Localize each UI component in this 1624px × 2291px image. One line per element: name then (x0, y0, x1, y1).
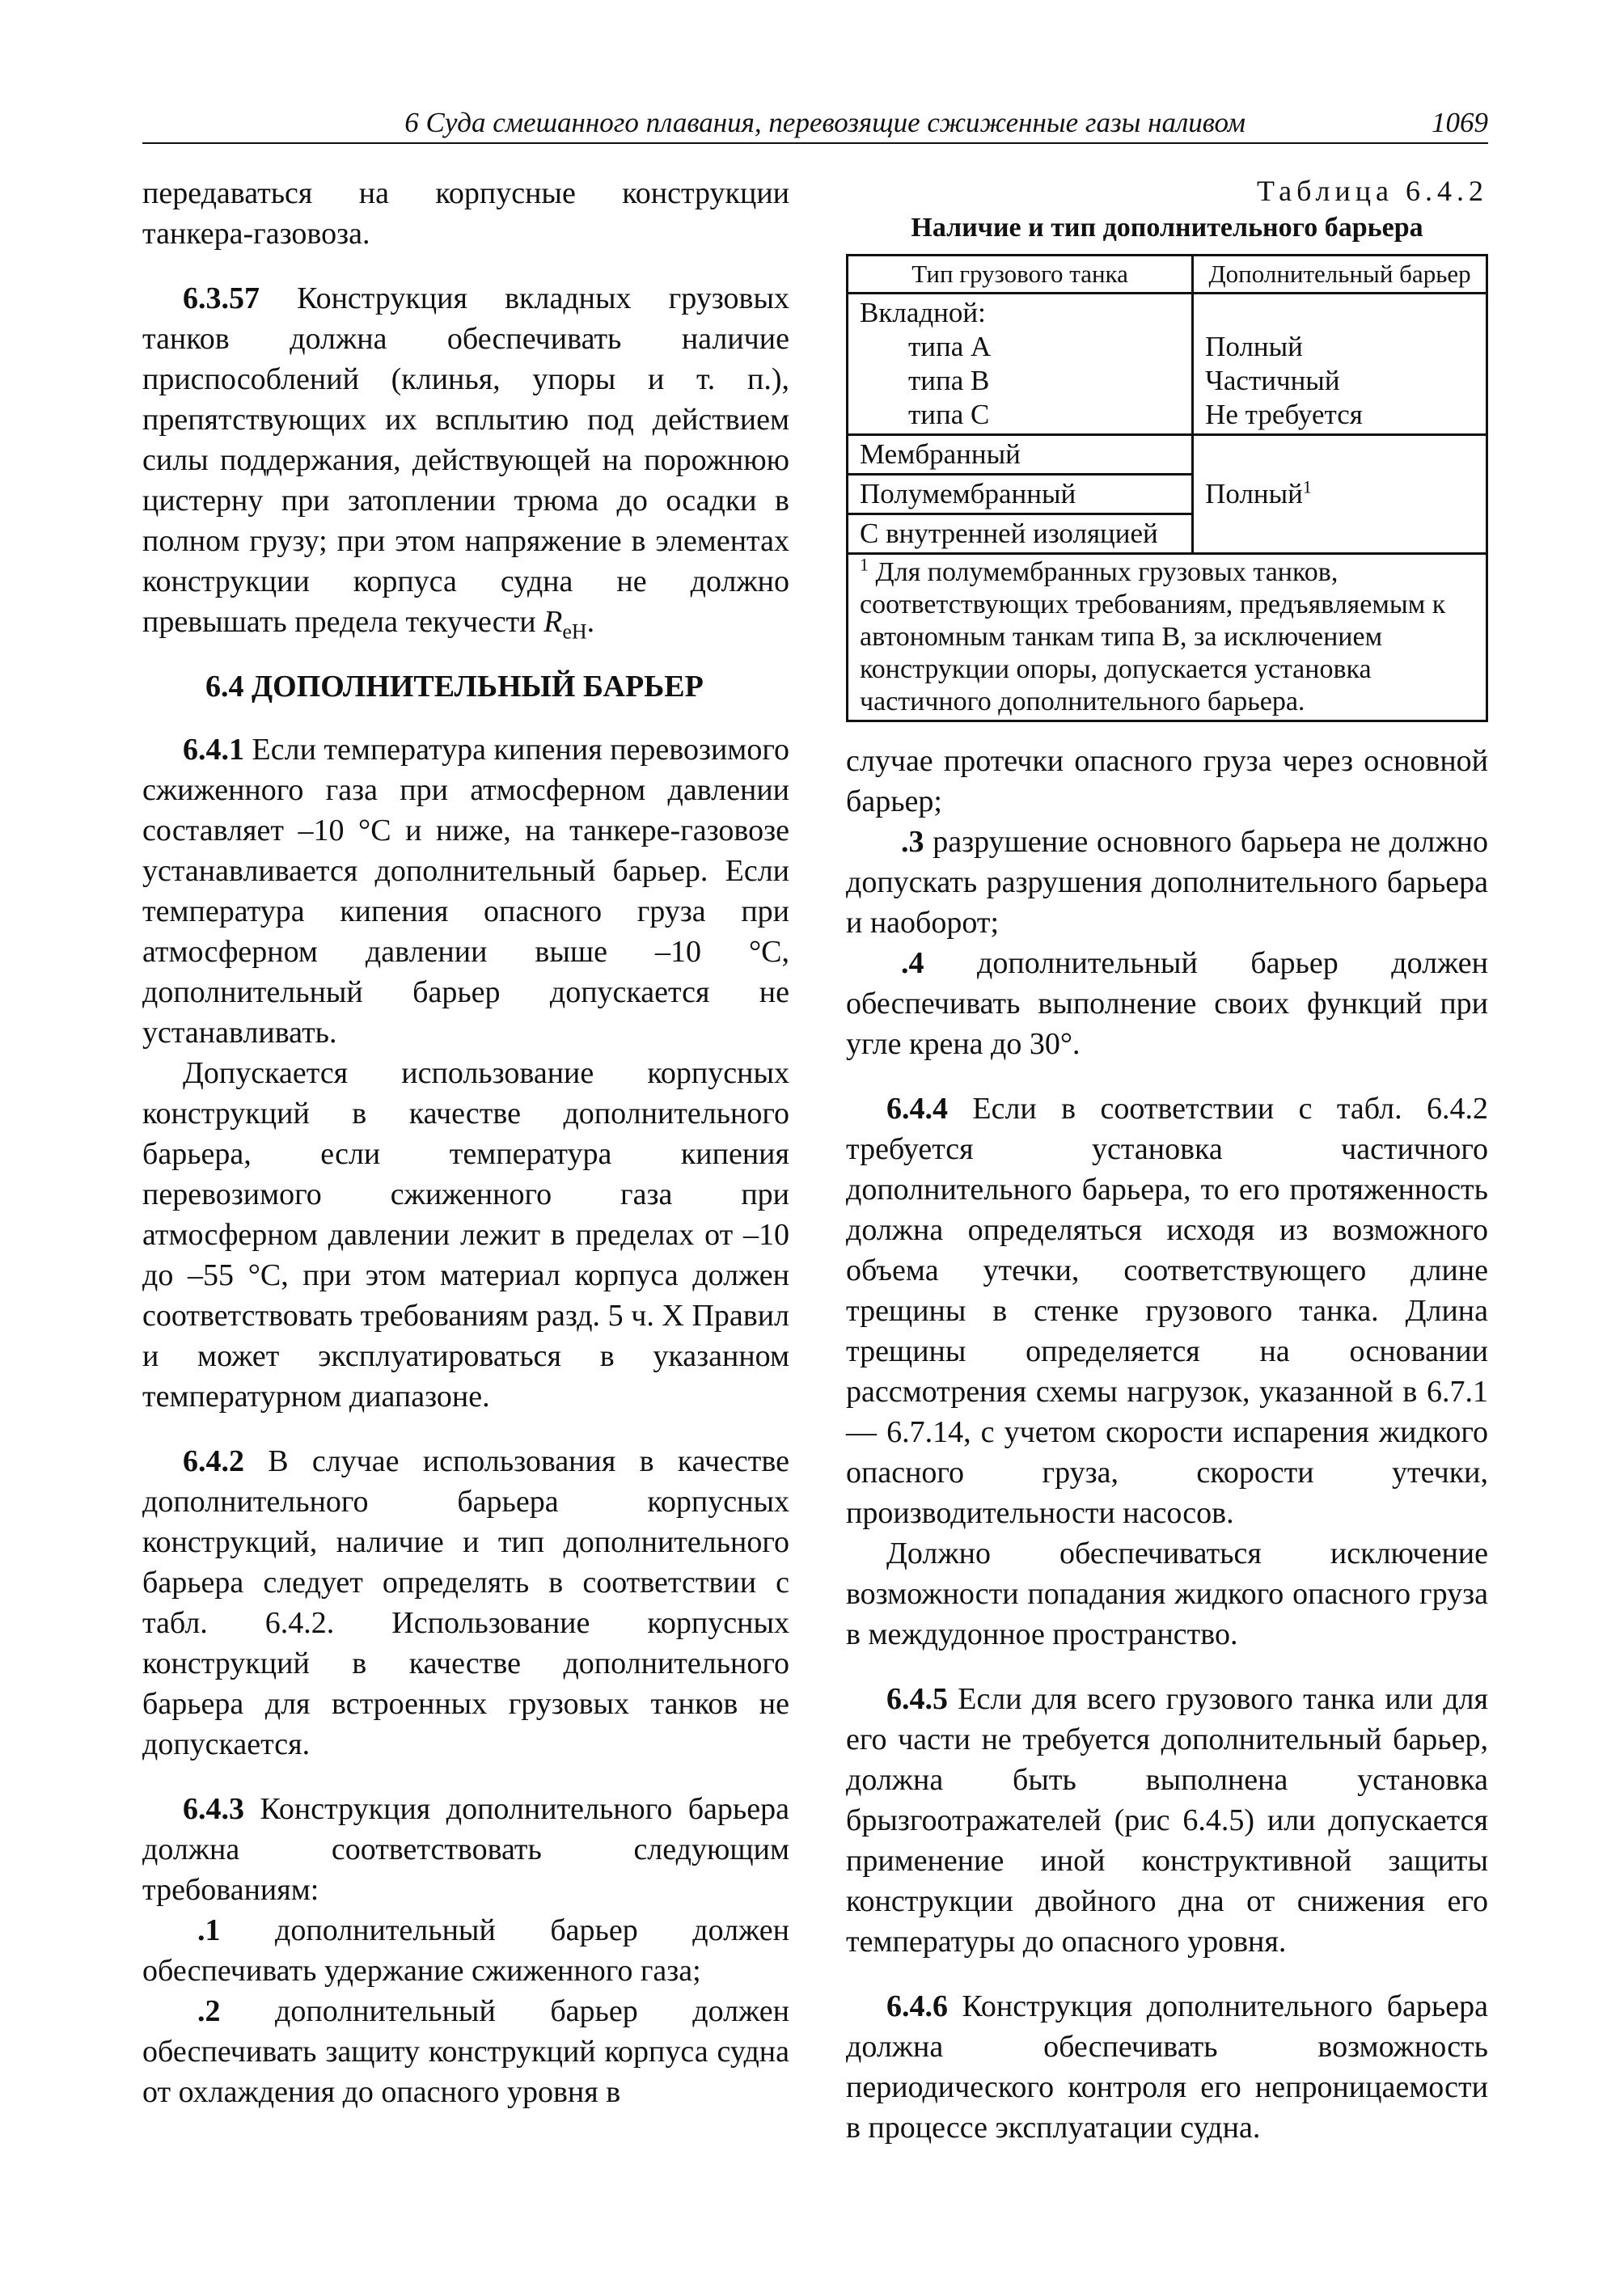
footnote-mark: 1 (1302, 476, 1312, 497)
paragraph-text: В случае использования в качестве дополнительного барьера корпусных конструкций, наличие и тип дополнительного барьера следует определять в соответствии с табл. 6.4.2. Использование корпусных конструкций в качестве дополнительного барьера для встроенных грузовых танков не допускается. (142, 1444, 789, 1761)
paragraph-double-bottom (846, 1533, 1488, 1655)
list-item-3 (846, 822, 1488, 943)
cell-text: типа C (908, 399, 990, 430)
page-number: 1069 (1432, 107, 1488, 138)
table-6-4-2 (846, 173, 1488, 722)
cell-text: Частичный (1205, 365, 1340, 396)
list-item-1 (142, 1910, 789, 1991)
table-row (848, 294, 1487, 435)
item-text: дополнительный барьер должен обеспечивать защиту конструкций корпуса судна от охлаждения до опасного уровня в (142, 1994, 789, 2109)
table-footnote (848, 554, 1487, 721)
table-row (848, 435, 1487, 475)
clause-number: 6.4.6 (886, 1989, 948, 2023)
cell-text: Полный (1205, 478, 1303, 509)
symbol-r: R (543, 605, 563, 639)
cell-internal-insulation: С внутренней изоляцией (848, 514, 1193, 554)
paragraph-text: Конструкция дополнительного барьера должна соответствовать следующим требованиям: (142, 1792, 789, 1907)
item-text: дополнительный барьер должен обеспечивать выполнение своих функций при угле крена до 30°. (846, 946, 1488, 1061)
paragraph-continuation (142, 173, 789, 254)
clause-number: 6.3.57 (183, 281, 260, 315)
column-header-barrier: Дополнительный барьер (1193, 256, 1487, 294)
table-note-row (848, 554, 1487, 721)
cell-text: Вкладной: (860, 297, 986, 328)
paragraph-text: Если температура кипения перевозимого сжиженного газа при атмосферном давлении составляет –10 °C и ниже, на танкере-газовозе устанавливается дополнительный барьер. Если температура кипения опасного груза при атмосферном давлении выше –10 °C, дополнительный барьер допускается не устанавливать. (142, 733, 789, 1050)
item-number: .4 (901, 946, 924, 980)
paragraph-6-4-4 (846, 1088, 1488, 1533)
footnote-text: Для полумембранных грузовых танков, соответствующих требованиям, предъявляемым к автономным танкам типа B, за исключением конструкции опоры, допускается установка частичного дополнительного барьера. (860, 557, 1446, 716)
paragraph-text: Конструкция дополнительного барьера должна обеспечивать возможность периодического контроля его непроницаемости в процессе эксплуатации судна. (846, 1989, 1488, 2145)
paragraph-text: передаваться на корпусные конструкции танкера-газовоза. (142, 176, 789, 251)
footnote-mark: 1 (860, 554, 869, 575)
cell-barrier-values (1193, 294, 1487, 435)
clause-number: 6.4.4 (886, 1092, 948, 1126)
paragraph-hull-structures (142, 1053, 789, 1417)
cell-text: типа A (908, 331, 992, 362)
cell-independent (848, 294, 1193, 435)
column-header-tank-type: Тип грузового танка (848, 256, 1193, 294)
cell-full-barrier (1193, 435, 1487, 554)
item-text: разрушение основного барьера не должно допускать разрушения дополнительного барьера и наоборот; (846, 825, 1488, 940)
barrier-table (846, 254, 1488, 722)
paragraph-6-3-57 (142, 278, 789, 642)
paragraph-continuation (846, 741, 1488, 822)
paragraph-text: случае протечки опасного груза через основной барьер; (846, 744, 1488, 818)
running-header (142, 104, 1488, 144)
item-number: .3 (901, 825, 924, 859)
paragraph-text: Допускается использование корпусных конструкций в качестве дополнительного барьера, если температура кипения перевозимого сжиженного газа при атмосферном давлении лежит в пределах от –10 до –55 °C, при этом материал корпуса должен соответствовать требованиям разд. 5 ч. X Правил и может эксплуатироваться в указанном температурном диапазоне. (142, 1056, 789, 1414)
symbol-subscript: eH (562, 619, 587, 644)
paragraph-text: Если для всего грузового танка или для его части не требуется дополнительный барьер, должна быть выполнена установка брызгоотражателей (рис 6.4.5) или допускается применение иной конструктивной защиты конструкции двойного дна от снижения его температуры до опасного уровня. (846, 1682, 1488, 1959)
clause-number: 6.4.2 (183, 1444, 244, 1478)
paragraph-6-4-3 (142, 1789, 789, 1910)
header-title: 6 Суда смешанного плавания, перевозящие сжиженные газы наливом (404, 107, 1245, 138)
cell-membrane: Мембранный (848, 435, 1193, 475)
list-item-2 (142, 1991, 789, 2112)
left-column (142, 173, 789, 2112)
table-title: Наличие и тип дополнительного барьера (911, 213, 1423, 243)
paragraph-6-4-2 (142, 1441, 789, 1765)
paragraph-text: Конструкция вкладных грузовых танков должна обеспечивать наличие приспособлений (клинья, упоры и т. п.), препятствующих их всплытию под действием силы поддержания, действующей на порожнюю цистерну при затоплении трюма до осадки в полном грузу; при этом напряжение в элементах конструкции корпуса судна не должно превышать предела текучести (142, 281, 789, 639)
paragraph-text: Если в соответствии с табл. 6.4.2 требуется установка частичного дополнительного барьера, то его протяженность должна определяться исходя из возможного объема утечки, соответствующего длине трещины в стенке грузового танка. Длина трещины определяется на основании рассмотрения схемы нагрузок, указанной в 6.7.1 — 6.7.14, с учетом скорости испарения жидкого опасного груза, скорости утечки, производительности насосов. (846, 1092, 1488, 1530)
item-text: дополнительный барьер должен обеспечивать удержание сжиженного газа; (142, 1913, 789, 1988)
clause-number: 6.4.5 (886, 1682, 948, 1716)
item-number: .2 (197, 1994, 221, 2028)
section-heading: 6.4 ДОПОЛНИТЕЛЬНЫЙ БАРЬЕР (205, 670, 704, 704)
list-item-4 (846, 943, 1488, 1064)
cell-semi-membrane: Полумембранный (848, 475, 1193, 514)
paragraph-end: . (586, 605, 595, 639)
right-column (846, 741, 1488, 2172)
cell-text: Не требуется (1205, 399, 1363, 430)
cell-text: Полный (1205, 331, 1303, 362)
paragraph-6-4-6 (846, 1986, 1488, 2148)
clause-number: 6.4.1 (183, 733, 244, 767)
paragraph-6-4-1 (142, 729, 789, 1053)
table-caption: Таблица 6.4.2 (1257, 175, 1488, 207)
table-header-row (848, 256, 1487, 294)
paragraph-6-4-5 (846, 1679, 1488, 1962)
clause-number: 6.4.3 (183, 1792, 244, 1826)
item-number: .1 (197, 1913, 221, 1947)
paragraph-text: Должно обеспечиваться исключение возможности попадания жидкого опасного груза в междудонное пространство. (846, 1536, 1488, 1651)
cell-text: типа B (908, 365, 990, 396)
